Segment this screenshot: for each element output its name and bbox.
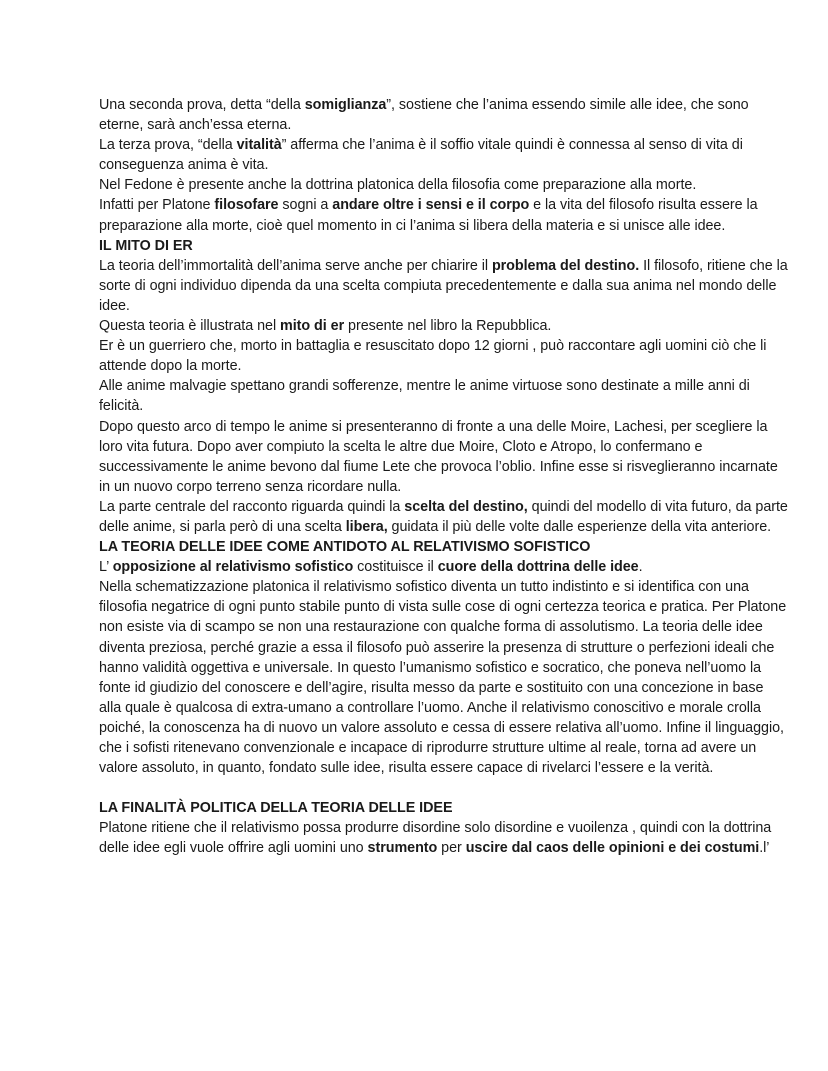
text-run: ” afferma che l’anima è il soffio vitale quindi è connessa al senso di vita di conseguenza anima è vita. bbox=[99, 137, 743, 174]
paragraph bbox=[99, 577, 788, 778]
text-run: presente nel libro la Repubblica. bbox=[344, 318, 552, 335]
bold-text: cuore della dottrina delle idee bbox=[437, 559, 639, 576]
text-run: Questa teoria è illustrata nel bbox=[99, 318, 281, 335]
bold-text: opposizione al relativismo sofistico bbox=[112, 559, 354, 576]
paragraph bbox=[99, 316, 788, 336]
text-run: quindi del modello di vita futuro, da parte delle anime, si parla però di una scelta bbox=[99, 498, 788, 535]
bold-text: problema del destino. bbox=[491, 257, 640, 274]
bold-text: somiglianza bbox=[304, 97, 387, 113]
text-run: L’ bbox=[99, 559, 113, 576]
section-heading-finalita-politica: LA FINALITÀ POLITICA DELLA TEORIA DELLE IDEE bbox=[99, 800, 453, 817]
text-run: Nel Fedone è presente anche la dottrina platonica della filosofia come preparazione alla morte. bbox=[99, 177, 697, 194]
bold-text: mito di er bbox=[280, 318, 345, 335]
paragraph bbox=[99, 336, 788, 376]
paragraph bbox=[99, 195, 788, 235]
text-run: sogni a bbox=[278, 197, 333, 214]
bold-text: uscire dal caos delle opinioni e dei costumi bbox=[465, 840, 760, 857]
text-run: per bbox=[437, 840, 466, 857]
bold-text: vitalità bbox=[236, 137, 282, 154]
text-run: Una seconda prova, detta “della bbox=[99, 97, 305, 113]
paragraph bbox=[99, 818, 788, 858]
paragraph bbox=[99, 175, 788, 195]
bold-text: strumento bbox=[367, 840, 438, 857]
text-run: e la vita del filosofo risulta essere la preparazione alla morte, cioè quel momento in ci l’anima si libera della materia e si unisce alle idee. bbox=[99, 197, 758, 234]
text-run: Er è un guerriero che, morto in battaglia e resuscitato dopo 12 giorni , può raccontare agli uomini ciò che li attende dopo la morte. bbox=[99, 338, 767, 375]
bold-text: scelta del destino, bbox=[404, 498, 528, 515]
text-run: Nella schematizzazione platonica il relativismo sofistico diventa un tutto indistinto e si identifica con una filosofia negatrice di ogni punto stabile punto di vista sulle cose di ogni certezza teorica e pratica. Per Platone non esiste via di scampo se non una restaurazione con qualche forma di assolutismo. La teoria delle idee diventa preziosa, perché grazie a essa il filosofo può asserire la presenza di strutture o perfezioni ideali che hanno validità oggettiva e universale. In questo l’umanismo sofistico e socratico, che poneva nell’uomo la fonte id giudizio del conoscere e dell’agire, risulta messo da parte e sostituito con una concezione in base alla quale è qualcosa di extra-umano a controllare l’uomo. Anche il relativismo conoscitivo e morale crolla poiché, la conoscenza ha di nuovo un valore assoluto e cessa di essere relativa all’uomo. Infine il linguaggio, che i sofisti ritenevano convenzionale e incapace di riprodurre strutture ultime al reale, torna ad avere un valore assoluto, in quanto, fondato sulle idee, risulta essere capace di rivelarci l’essere e la verità. bbox=[99, 579, 787, 777]
text-run: La terza prova, “della bbox=[99, 137, 237, 154]
text-run: Dopo questo arco di tempo le anime si presenteranno di fronte a una delle Moire, Lachesi, per scegliere la loro vita futura. Dopo aver compiuto la scelta le altre due Moire, Cloto e Atropo, lo confermano e successivamente le anime bevono dal fiume Lete che provoca l’oblio. Infine esse si risveglieranno incarnate in un nuovo corpo terreno senza ricordare nulla. bbox=[99, 418, 778, 495]
text-run: costituisce il bbox=[353, 559, 438, 576]
text-run: .l’ bbox=[759, 840, 770, 857]
text-run: . bbox=[638, 559, 643, 576]
paragraph bbox=[99, 256, 788, 316]
bold-text: filosofare bbox=[214, 197, 279, 214]
section-heading-teoria-idee: LA TEORIA DELLE IDEE COME ANTIDOTO AL RELATIVISMO SOFISTICO bbox=[99, 539, 591, 556]
text-run: Il filosofo, ritiene che la sorte di ogni individuo dipenda da una scelta compiuta precedentemente e dalla sua anima nel mondo delle idee. bbox=[99, 257, 788, 314]
bold-text: libera, bbox=[345, 518, 388, 535]
text-run: ”, sostiene che l’anima essendo simile alle idee, che sono eterne, sarà anch’essa eterna. bbox=[99, 97, 749, 134]
blank-line bbox=[99, 778, 788, 798]
paragraph bbox=[99, 417, 788, 497]
paragraph bbox=[99, 497, 788, 537]
paragraph bbox=[99, 95, 788, 135]
paragraph bbox=[99, 557, 788, 577]
bold-text: andare oltre i sensi e il corpo bbox=[332, 197, 530, 214]
paragraph bbox=[99, 135, 788, 175]
document-body bbox=[99, 95, 788, 858]
text-run: Alle anime malvagie spettano grandi sofferenze, mentre le anime virtuose sono destinate a mille anni di felicità. bbox=[99, 378, 750, 415]
text-run: Platone ritiene che il relativismo possa produrre disordine solo disordine e vuoilenza , quindi con la dottrina delle idee egli vuole offrire agli uomini uno bbox=[99, 820, 772, 857]
text-run: Infatti per Platone bbox=[99, 197, 215, 214]
section-heading-mito-di-er: IL MITO DI ER bbox=[99, 237, 193, 254]
text-run: guidata il più delle volte dalle esperienze della vita anteriore. bbox=[387, 518, 772, 535]
paragraph bbox=[99, 376, 788, 416]
text-run: La teoria dell’immortalità dell’anima serve anche per chiarire il bbox=[99, 257, 492, 274]
text-run: La parte centrale del racconto riguarda quindi la bbox=[99, 498, 405, 515]
